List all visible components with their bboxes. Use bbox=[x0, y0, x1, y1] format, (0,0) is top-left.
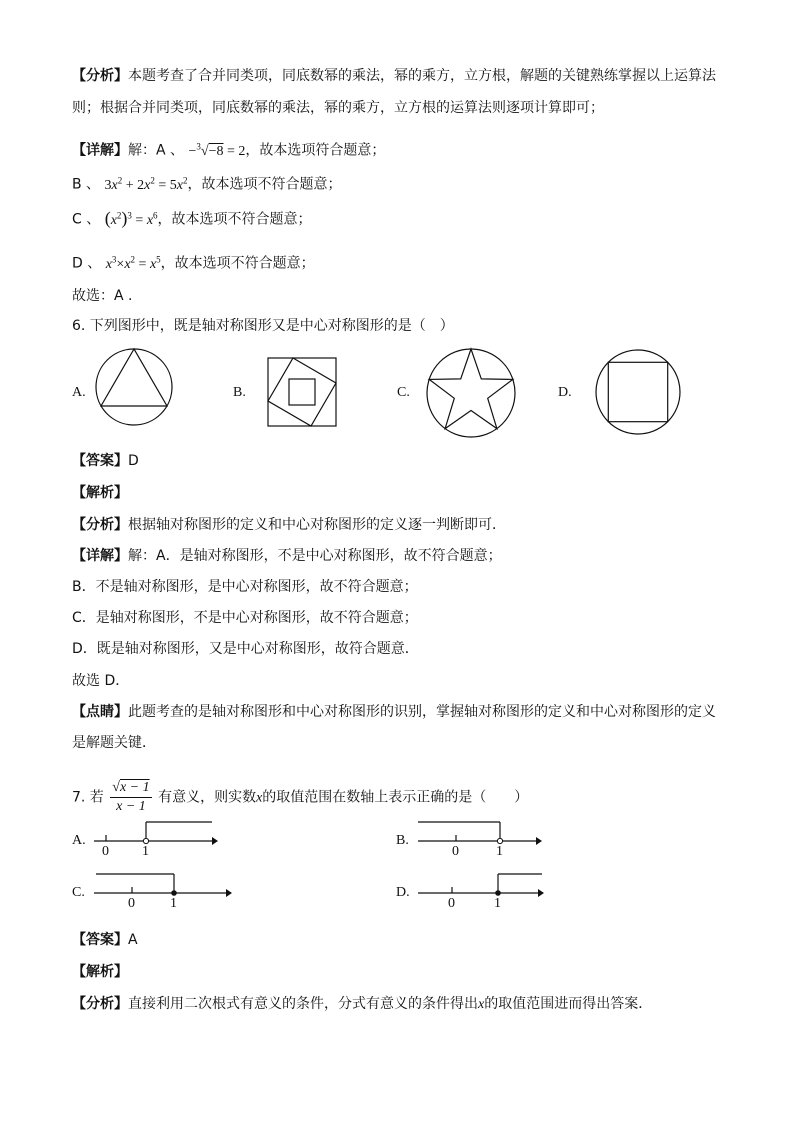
pinwheel-shape bbox=[268, 358, 336, 426]
q7-answer: 【答案】A bbox=[72, 932, 138, 948]
q7-d-tick-zero-label: 0 bbox=[448, 896, 455, 911]
q6-stem: 6. 下列图形中，既是轴对称图形又是中心对称图形的是（ ） bbox=[72, 318, 454, 334]
q6-figure-b bbox=[266, 356, 338, 428]
circle-shape bbox=[427, 349, 515, 437]
closed-point bbox=[171, 890, 177, 896]
q6-analysis: 【分析】根据轴对称图形的定义和中心对称图形的定义逐一判断即可． bbox=[72, 517, 506, 533]
q7-stem: 7. 若 $\frac{√x - 1}{x - 1}$ 有意义，则实数x的取值范围在数轴上表示正确的是（ ） bbox=[72, 780, 529, 814]
q6-option-c-label: C. bbox=[397, 385, 410, 400]
formula-b: $3x^2 + 2x^2 = 5x^2$ bbox=[104, 175, 188, 193]
arrow-head bbox=[536, 837, 542, 845]
q6-dianjing-line2: 是解题关键． bbox=[72, 735, 156, 751]
q7-a-tick-zero-label: 0 bbox=[102, 844, 109, 859]
circle-shape bbox=[96, 349, 172, 425]
q5-analysis-line2: 则；根据合并同类项，同底数幂的乘法，幂的乘方，立方根的运算法则逐项计算即可； bbox=[72, 100, 604, 116]
arrow-head bbox=[212, 837, 218, 845]
formula-a: −$^3$√−8 = 2 bbox=[188, 141, 246, 159]
q7-fraction: $\frac{√x - 1}{x - 1}$ bbox=[112, 780, 150, 814]
q7-a-tick-one-label: 1 bbox=[142, 844, 149, 859]
q7-analysis: 【分析】直接利用二次根式有意义的条件，分式有意义的条件得出x的取值范围进而得出答案． bbox=[72, 996, 653, 1012]
q6-answer: 【答案】D bbox=[72, 453, 139, 469]
q7-d-tick-one-label: 1 bbox=[494, 896, 501, 911]
q7-c-tick-zero-label: 0 bbox=[128, 896, 135, 911]
formula-d: $x^3\times x^2 = x^5$ bbox=[105, 254, 161, 272]
q6-figure-d bbox=[594, 348, 682, 436]
q6-detail-c: C．是轴对称图形，不是中心对称图形，故不符合题意； bbox=[72, 610, 418, 626]
q7-b-tick-one-label: 1 bbox=[496, 844, 503, 859]
square-shape bbox=[608, 362, 667, 421]
q7-b-tick-zero-label: 0 bbox=[452, 844, 459, 859]
q7-option-a-label: A. bbox=[72, 833, 86, 848]
q5-option-b: B 、 $3x^2 + 2x^2 = 5x^2$，故本选项不符合题意； bbox=[72, 175, 342, 193]
q6-figure-a bbox=[93, 346, 175, 428]
q6-option-a-label: A. bbox=[72, 385, 86, 400]
detail-tag: 【详解】 bbox=[72, 142, 128, 159]
q7-c-tick-one-label: 1 bbox=[170, 896, 177, 911]
q7-numberline-d bbox=[414, 867, 554, 917]
q6-detail-d: D．既是轴对称图形，又是中心对称图形，故符合题意． bbox=[72, 641, 419, 657]
arrow-head bbox=[538, 889, 544, 897]
q5-analysis-line1: 【分析】本题考查了合并同类项，同底数幂的乘法，幂的乘方，立方根，解题的关键熟练掌握以上运算法 bbox=[72, 68, 716, 84]
q7-numberline-c bbox=[90, 867, 235, 917]
q6-option-d-label: D. bbox=[558, 385, 572, 400]
q6-dianjing-line1: 【点睛】此题考查的是轴对称图形和中心对称图形的识别，掌握轴对称图形的定义和中心对称图形的定义 bbox=[72, 704, 716, 720]
q7-numberline-b bbox=[414, 815, 544, 865]
q5-choice: 故选：A . bbox=[72, 288, 133, 304]
q7-option-c-label: C. bbox=[72, 885, 85, 900]
closed-point bbox=[495, 890, 501, 896]
q6-jiexi: 【解析】 bbox=[72, 485, 128, 501]
q7-option-b-label: B. bbox=[396, 833, 409, 848]
q7-option-d-label: D. bbox=[396, 885, 410, 900]
q5-detail-a: 【详解】解：A 、 −$^3$√−8 = 2，故本选项符合题意； bbox=[72, 141, 386, 159]
q7-jiexi: 【解析】 bbox=[72, 964, 128, 980]
square-shape bbox=[268, 358, 336, 426]
open-point bbox=[497, 838, 502, 843]
analysis-tag: 【分析】 bbox=[72, 68, 128, 84]
formula-c: $(x^2)^3 = x^6$ bbox=[104, 207, 158, 228]
q7-numberline-a bbox=[90, 815, 220, 865]
open-point bbox=[143, 838, 148, 843]
arrow-head bbox=[226, 889, 232, 897]
q6-option-b-label: B. bbox=[233, 385, 246, 400]
inner-square-shape bbox=[289, 379, 315, 405]
q6-choice: 故选 D． bbox=[72, 673, 130, 689]
q5-option-d: D 、 $x^3\times x^2 = x^5$，故本选项不符合题意； bbox=[72, 254, 315, 272]
q5-option-c: C 、 $(x^2)^3 = x^6$，故本选项不符合题意； bbox=[72, 207, 312, 228]
q6-detail-b: B．不是轴对称图形，是中心对称图形，故不符合题意； bbox=[72, 579, 418, 595]
q6-figure-c bbox=[425, 347, 517, 439]
q6-detail-a: 【详解】解：A．是轴对称图形，不是中心对称图形，故不符合题意； bbox=[72, 548, 502, 564]
